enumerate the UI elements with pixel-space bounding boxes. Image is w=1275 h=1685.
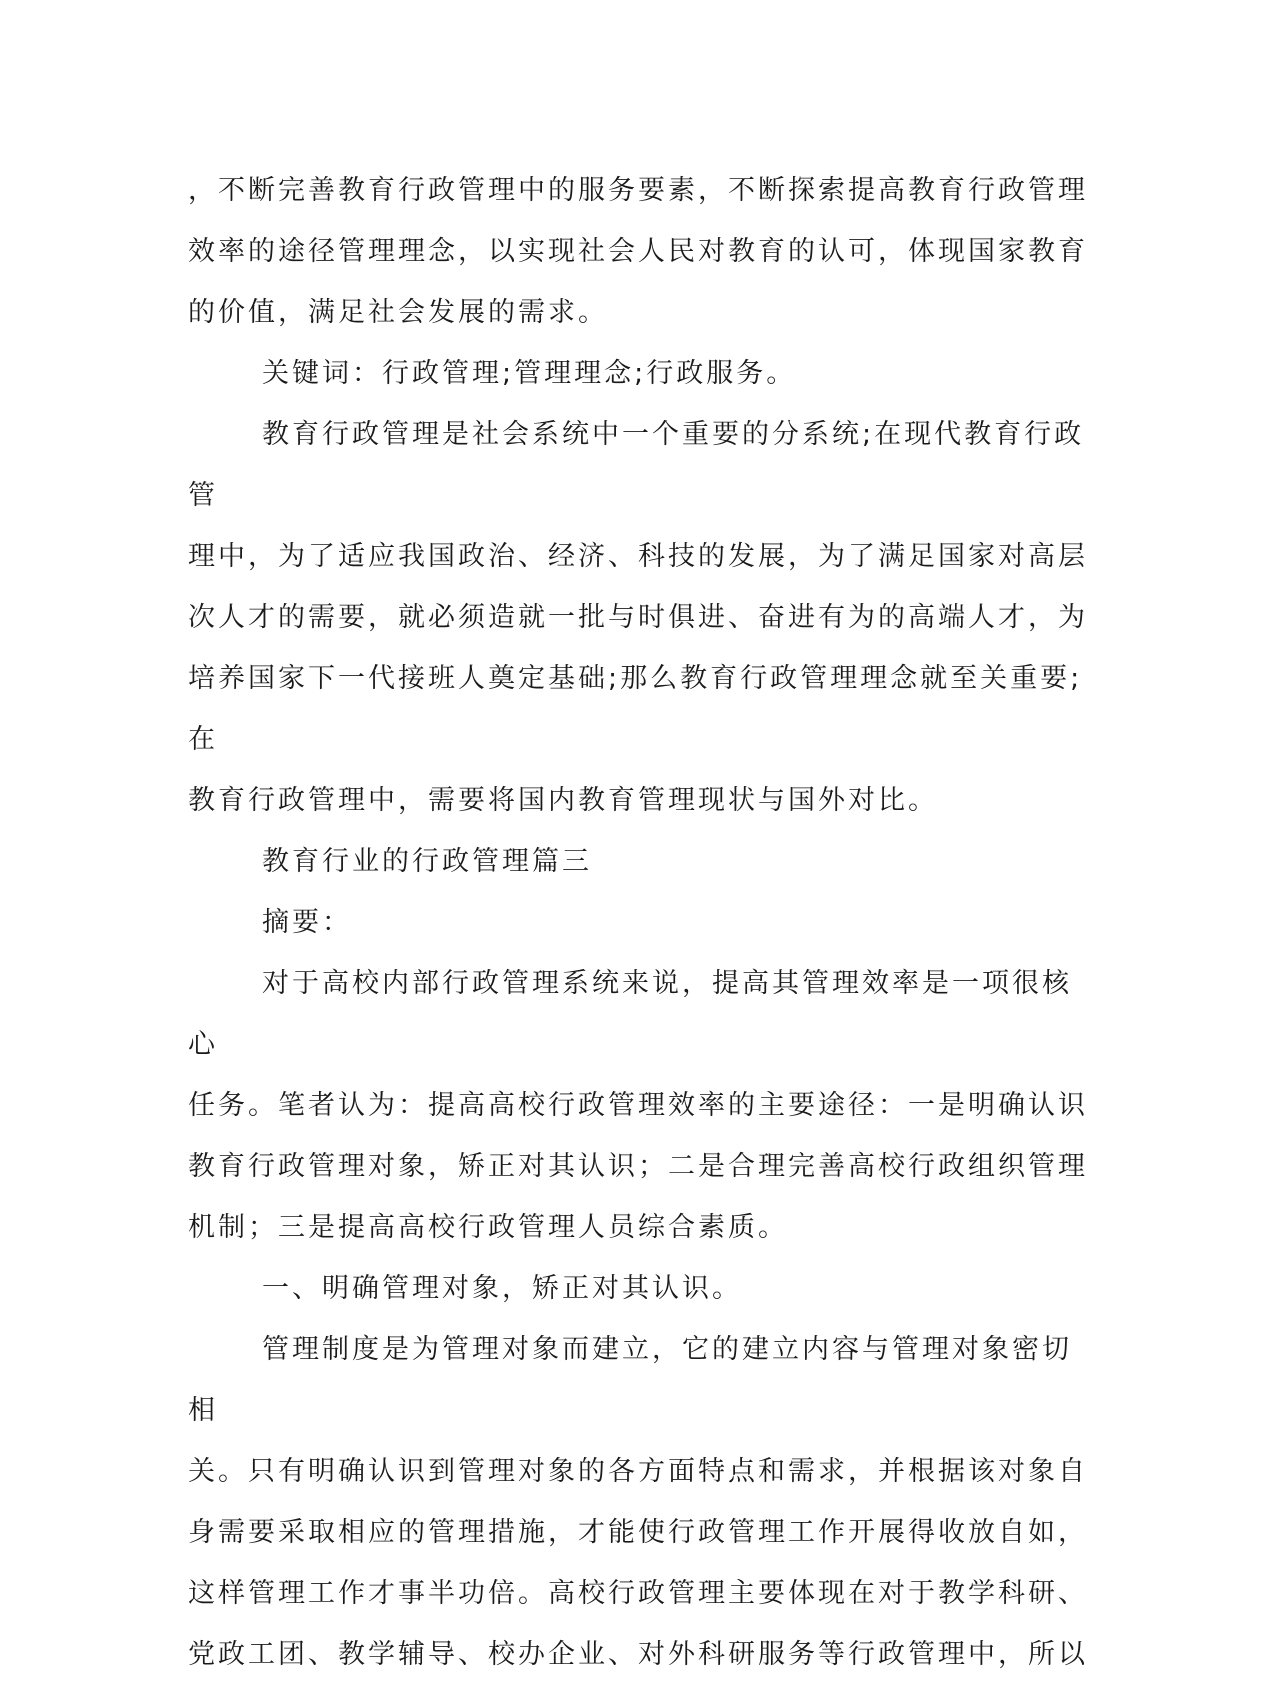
- section-title: 教育行业的行政管理篇三: [262, 846, 592, 877]
- subsection-heading: 一、明确管理对象，矫正对其认识。: [262, 1273, 742, 1304]
- paragraph-abstract: 对于高校内部行政管理系统来说，提高其管理效率是一项很核心 任务。笔者认为：提高高校行政管理效率的主要途径：一是明确认识 教育行政管理对象，矫正对其认识；二是合理完善高校行政组织管理 机制；三是提高高校行政管理人员综合素质。: [188, 968, 1088, 1243]
- document-body: [188, 160, 1088, 1685]
- paragraph-keywords: 关键词：行政管理;管理理念;行政服务。: [262, 358, 797, 389]
- paragraph-abstract-end: ，不断完善教育行政管理中的服务要素，不断探索提高教育行政管理 效率的途径管理理念，以实现社会人民对教育的认可，体现国家教育 的价值，满足社会发展的需求。: [188, 175, 1088, 328]
- paragraph-body: 管理制度是为管理对象而建立，它的建立内容与管理对象密切相 关。只有明确认识到管理对象的各方面特点和需求，并根据该对象自 身需要采取相应的管理措施，才能使行政管理工作开展得收放自如， 这样管理工作才事半功倍。高校行政管理主要体现在对于教学科研、 党政工团、教学辅导、校办企业、对外科研服务等行政管理中，所以: [188, 1334, 1088, 1670]
- paragraph-intro: 教育行政管理是社会系统中一个重要的分系统;在现代教育行政管 理中，为了适应我国政治、经济、科技的发展，为了满足国家对高层 次人才的需要，就必须造就一批与时俱进、奋进有为的高端人才，为 培养国家下一代接班人奠定基础;那么教育行政管理理念就至关重要;在 教育行政管理中，需要将国内教育管理现状与国外对比。: [188, 419, 1088, 816]
- abstract-heading: 摘要：: [262, 907, 352, 938]
